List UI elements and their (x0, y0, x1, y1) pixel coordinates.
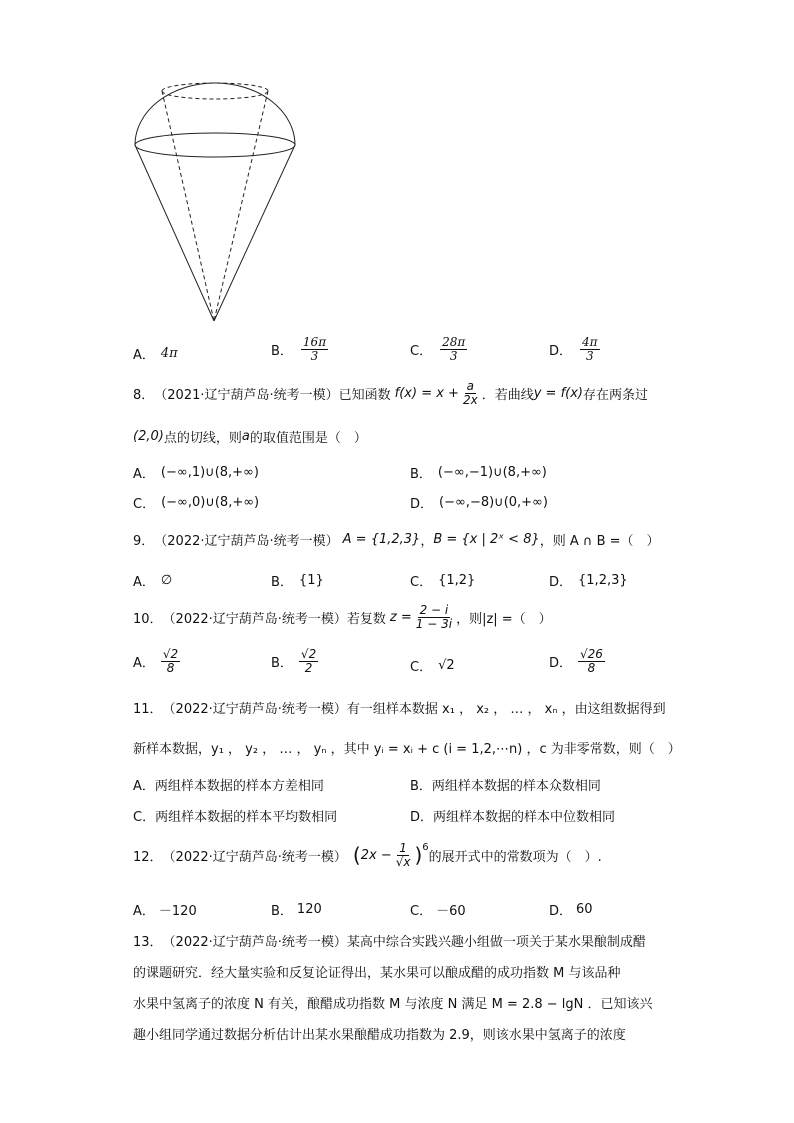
q9-option-a: A． ∅ (133, 573, 173, 590)
q12-option-b: B． 120 (271, 902, 322, 919)
q9-option-c: C． {1,2} (410, 573, 476, 590)
q12-stem: 12． （2022·辽宁葫芦岛·统考一模） ( 2x − $\frac{1}{√x}$ ) $^6$ 的展开式中的常数项为（ ）. (133, 841, 602, 869)
q9-option-d: D． {1,2,3} (549, 573, 628, 590)
top-ellipse-front (162, 91, 268, 99)
q12-option-c: C． －60 (410, 904, 466, 919)
q12-option-d: D． 60 (549, 902, 593, 919)
q11-option-c: C． 两组样本数据的样本平均数相同 (133, 810, 338, 825)
q7-option-d: D． $\frac{4\pi}{3}$ (549, 335, 598, 363)
q11-stem-line2: 新样本数据，y₁ ， y₂ ， … ， yₙ ，其中 yᵢ = xᵢ + c (i = 1,2,⋯n) ，c 为非零常数，则（ ） (133, 742, 681, 757)
q8-option-b: B． (−∞,−1)∪(8,+∞) (410, 465, 547, 482)
q9-stem: 9． （2022·辽宁葫芦岛·统考一模） A = {1,2,3} ， B = {x | 2ˣ < 8} ，则 A ∩ B =（ ） (133, 532, 660, 549)
q7-option-c: C． $\frac{28\pi}{3}$ (410, 335, 466, 363)
q13-line4: 趣小组同学通过数据分析估计出某水果酿醋成功指数为 2.9，则该水果中氢离子的浓度 (133, 1028, 626, 1043)
q11-stem: 11． （2022·辽宁葫芦岛·统考一模） 有一组样本数据 x₁ ， x₂ ， … ， xₙ ，由这组数据得到 (133, 702, 666, 717)
hemisphere-arc (135, 83, 295, 145)
base-ellipse (135, 133, 295, 157)
q10-stem: 10． （2022·辽宁葫芦岛·统考一模） 若复数 z = $\frac{2 - i}{1 - 3i}$ ，则|z| =（ ） (133, 603, 552, 631)
cone-right-edge (214, 145, 295, 321)
q11-option-d: D． 两组样本数据的样本中位数相同 (410, 810, 616, 825)
q12-option-a: A． －120 (133, 904, 197, 919)
q13-line3: 水果中氢离子的浓度 N 有关，酿醋成功指数 M 与浓度 N 满足 M = 2.8 − lgN ．已知该兴 (133, 997, 653, 1012)
q13-stem: 13． （2022·辽宁葫芦岛·统考一模） 某高中综合实践兴趣小组做一项关于某水果酿制成醋 (133, 935, 646, 950)
q10-option-d: D． $\frac{√26}{8}$ (549, 647, 603, 675)
cone-left-edge (135, 145, 214, 321)
q7-option-b: B． $\frac{16\pi}{3}$ (271, 335, 327, 363)
q11-option-a: A． 两组样本数据的样本方差相同 (133, 779, 324, 794)
q10-option-c: C． √2 (410, 658, 455, 675)
q8-stem: 8． （2021·辽宁葫芦岛·统考一模） 已知函数 f(x) = x + $\frac{a}{2x}$ ．若曲线 y = f(x) 存在两条过 (133, 379, 648, 407)
inner-left-dashed (162, 91, 214, 321)
q8-option-d: D． (−∞,−8)∪(0,+∞) (410, 495, 548, 512)
q11-option-b: B． 两组样本数据的样本众数相同 (410, 779, 601, 794)
q7-option-a: A． 4π (133, 345, 178, 363)
q10-option-b: B． $\frac{√2}{2}$ (271, 647, 317, 675)
q8-stem-line2: (2,0) 点的切线，则 a 的取值范围是（ ） (133, 429, 367, 446)
cone-hemisphere-figure (125, 75, 305, 325)
q10-option-a: A． $\frac{√2}{8}$ (133, 647, 179, 675)
q9-option-b: B． {1} (271, 573, 324, 590)
q13-line2: 的课题研究．经大量实验和反复论证得出，某水果可以酿成醋的成功指数 M 与该品种 (133, 966, 621, 981)
inner-right-dashed (214, 91, 268, 321)
q8-option-a: A． (−∞,1)∪(8,+∞) (133, 465, 259, 482)
q8-option-c: C． (−∞,0)∪(8,+∞) (133, 495, 260, 512)
